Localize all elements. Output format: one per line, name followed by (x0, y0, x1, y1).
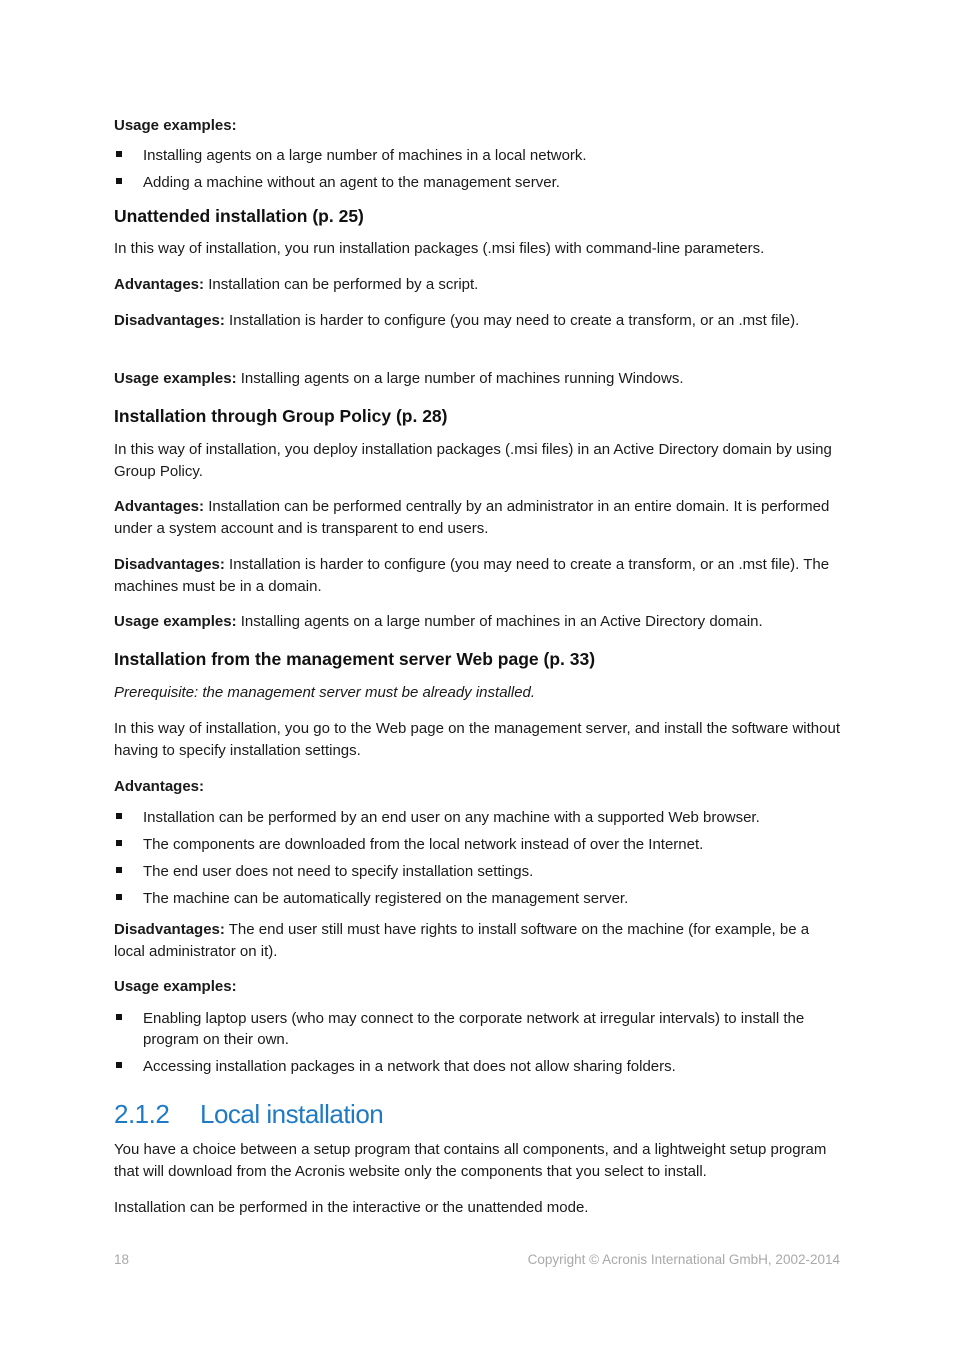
usage-label: Usage examples: (114, 613, 237, 630)
advantages-text: Installation can be performed by a script. (204, 276, 479, 293)
local-installation-paragraph-1: You have a choice between a setup program that contains all components, and a lightweight setup program that will download from the Acronis website only the components that you select to install. (114, 1141, 827, 1180)
web-page-heading: Installation from the management server Web page (p. 33) (114, 649, 596, 669)
group-policy-usage (114, 611, 842, 633)
section-number: 2.1.2 (114, 1099, 170, 1129)
list-item: The components are downloaded from the local network instead of over the Internet. (114, 834, 842, 855)
usage-text: Installing agents on a large number of machines in an Active Directory domain. (236, 613, 763, 630)
web-page-disadvantages (114, 919, 842, 962)
list-item: Installing agents on a large number of machines in a local network. (114, 145, 842, 166)
disadvantages-label: Disadvantages: (114, 312, 225, 329)
group-policy-intro: In this way of installation, you deploy installation packages (.msi files) in an Active Directory domain by using Group Policy. (114, 441, 832, 480)
group-policy-disadvantages (114, 554, 842, 597)
web-page-prerequisite: Prerequisite: the management server must be already installed. (114, 684, 536, 701)
web-page-advantages-list (114, 807, 842, 909)
advantages-text: Installation can be performed centrally by an administrator in an entire domain. It is performed under a system account and is transparent to end users. (114, 498, 830, 537)
list-item: Accessing installation packages in a network that does not allow sharing folders. (114, 1056, 842, 1077)
page-number: 18 (114, 1252, 130, 1267)
list-item: Installation can be performed by an end user on any machine with a supported Web browser. (114, 807, 842, 828)
disadvantages-label: Disadvantages: (114, 921, 225, 938)
unattended-advantages (114, 274, 842, 296)
group-policy-advantages (114, 496, 842, 539)
disadvantages-text: Installation is harder to configure (you may need to create a transform, or an .mst file). (224, 312, 800, 329)
group-policy-heading: Installation through Group Policy (p. 28) (114, 406, 448, 426)
web-page-usage-list (114, 1008, 842, 1077)
usage-examples-list (114, 145, 842, 193)
usage-examples-label: Usage examples: (114, 117, 237, 134)
unattended-disadvantages (114, 310, 842, 332)
web-page-intro: In this way of installation, you go to the Web page on the management server, and install the software without having to specify installation settings. (114, 720, 840, 759)
list-item: The machine can be automatically registered on the management server. (114, 888, 842, 909)
web-page-advantages-label: Advantages: (114, 778, 205, 795)
list-item: The end user does not need to specify installation settings. (114, 861, 842, 882)
section-heading (114, 1098, 842, 1130)
copyright-notice: Copyright © Acronis International GmbH, 2002-2014 (527, 1252, 840, 1267)
list-item: Enabling laptop users (who may connect to the corporate network at irregular intervals) to install the program on their own. (114, 1008, 842, 1050)
unattended-usage (114, 368, 842, 390)
section-title: Local installation (200, 1099, 384, 1129)
list-item: Adding a machine without an agent to the management server. (114, 172, 842, 193)
disadvantages-label: Disadvantages: (114, 556, 225, 573)
disadvantages-text: Installation is harder to configure (you may need to create a transform, or an .mst file). The machines must be in a domain. (114, 556, 830, 595)
disadvantages-text: The end user still must have rights to install software on the machine (for example, be a local administrator on it). (114, 921, 810, 960)
web-page-usage-label: Usage examples: (114, 978, 237, 995)
unattended-heading: Unattended installation (p. 25) (114, 206, 364, 226)
unattended-intro: In this way of installation, you run installation packages (.msi files) with command-line parameters. (114, 240, 765, 257)
usage-text: Installing agents on a large number of machines running Windows. (236, 370, 684, 387)
usage-label: Usage examples: (114, 370, 237, 387)
advantages-label: Advantages: (114, 498, 205, 515)
advantages-label: Advantages: (114, 276, 205, 293)
local-installation-paragraph-2: Installation can be performed in the interactive or the unattended mode. (114, 1199, 589, 1216)
